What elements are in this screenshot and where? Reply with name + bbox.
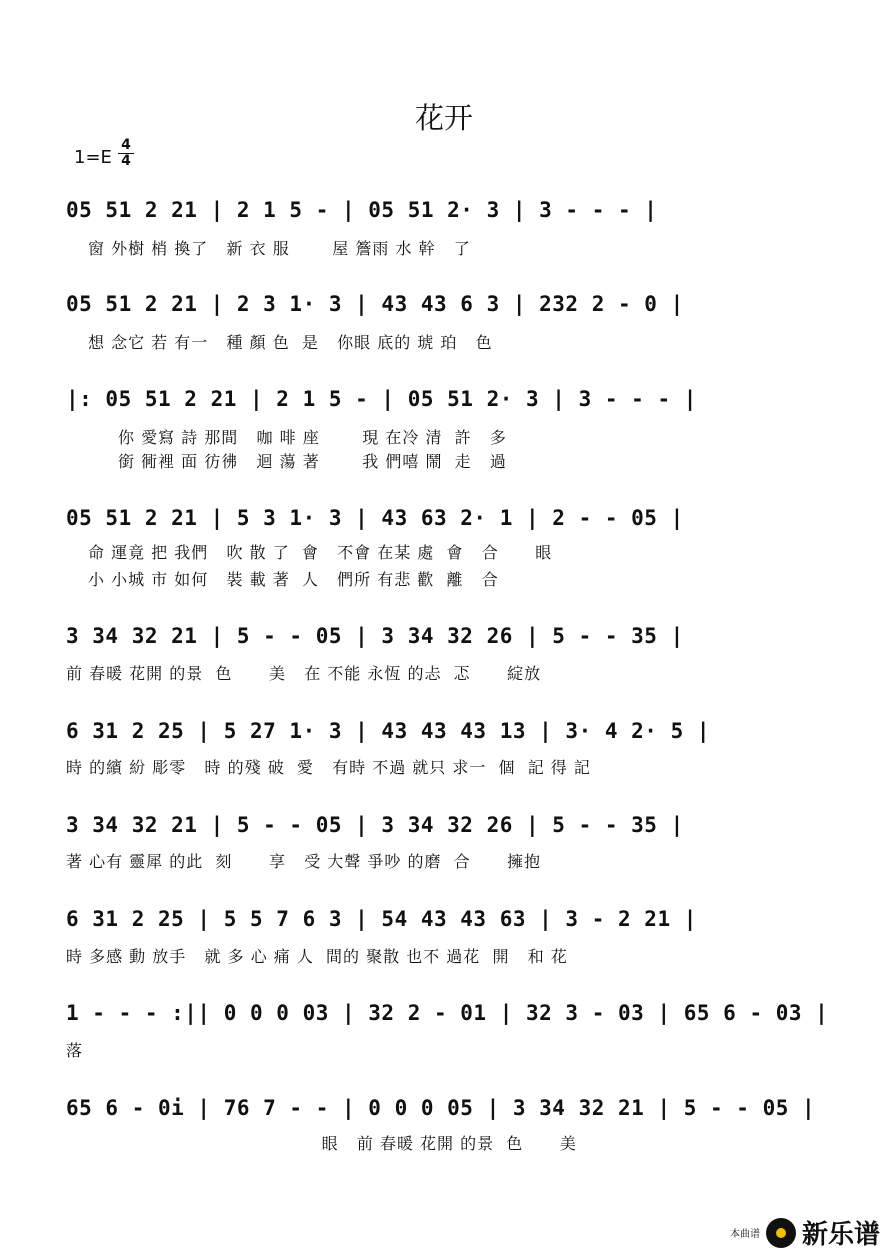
time-signature-top: 4 — [121, 137, 131, 153]
notation-line: 3 34 32 21 | 5 - - 05 | 3 34 32 26 | 5 - - 35 | — [66, 813, 684, 837]
lyric-line: 想 念它 若 有一 種 顏 色 是 你眼 底的 琥 珀 色 — [88, 333, 493, 352]
time-signature-bottom: 4 — [121, 153, 131, 169]
lyric-line: 著 心有 靈犀 的此 刻 享 受 大聲 爭吵 的磨 合 擁抱 — [66, 852, 542, 871]
lyric-line: 時 多感 動 放手 就 多 心 痛 人 間的 聚散 也不 過花 開 和 花 — [66, 947, 568, 966]
brand-prefix: 本曲谱 — [729, 1229, 760, 1240]
lyric-line: 落 — [66, 1041, 84, 1060]
lyric-line: 命 運竟 把 我們 吹 散 了 會 不會 在某 處 會 合 眼 — [88, 543, 553, 562]
notation-line: 1 - - - :|| 0 0 0 03 | 32 2 - 01 | 32 3 - 03 | 65 6 - 03 | — [66, 1001, 829, 1025]
notation-line: 65 6 - 0i | 76 7 - - | 0 0 0 05 | 3 34 32 21 | 5 - - 05 | — [66, 1096, 816, 1120]
time-signature — [118, 138, 134, 169]
key-signature: 1=E — [74, 147, 112, 168]
notation-line: 6 31 2 25 | 5 27 1· 3 | 43 43 43 13 | 3· 4 2· 5 | — [66, 719, 711, 743]
notation-line: |: 05 51 2 21 | 2 1 5 - | 05 51 2· 3 | 3 - - - | — [66, 387, 697, 411]
notation-line: 05 51 2 21 | 5 3 1· 3 | 43 63 2· 1 | 2 - - 05 | — [66, 506, 684, 530]
lyric-line: 你 愛寫 詩 那間 咖 啡 座 現 在冷 清 許 多 — [118, 428, 507, 447]
song-title: 花开 — [414, 101, 473, 135]
lyric-line: 眼 前 春暖 花開 的景 色 美 — [66, 1134, 577, 1153]
brand-name: 新乐谱 — [801, 1220, 880, 1250]
notation-line: 05 51 2 21 | 2 3 1· 3 | 43 43 6 3 | 232 2 - 0 | — [66, 292, 684, 316]
lyric-line: 時 的繽 紛 彫零 時 的殘 破 愛 有時 不過 就只 求一 個 記 得 記 — [66, 758, 591, 777]
brand-watermark — [730, 1214, 880, 1251]
lyric-line: 銜 衕裡 面 彷彿 迴 蕩 著 我 們嘻 鬧 走 過 — [118, 452, 507, 471]
lyric-line: 前 春暖 花開 的景 色 美 在 不能 永恆 的忐 忑 綻放 — [66, 664, 542, 683]
lyric-line: 窗 外樹 梢 換了 新 衣 服 屋 簷雨 水 幹 了 — [88, 239, 471, 258]
lyric-line: 小 小城 市 如何 裝 載 著 人 們所 有悲 歡 離 合 — [88, 570, 499, 589]
notation-line: 3 34 32 21 | 5 - - 05 | 3 34 32 26 | 5 - - 35 | — [66, 624, 684, 648]
record-logo-icon — [766, 1218, 796, 1248]
notation-line: 6 31 2 25 | 5 5 7 6 3 | 54 43 43 63 | 3 - 2 21 | — [66, 907, 697, 931]
notation-line: 05 51 2 21 | 2 1 5 - | 05 51 2· 3 | 3 - - - | — [66, 198, 658, 222]
